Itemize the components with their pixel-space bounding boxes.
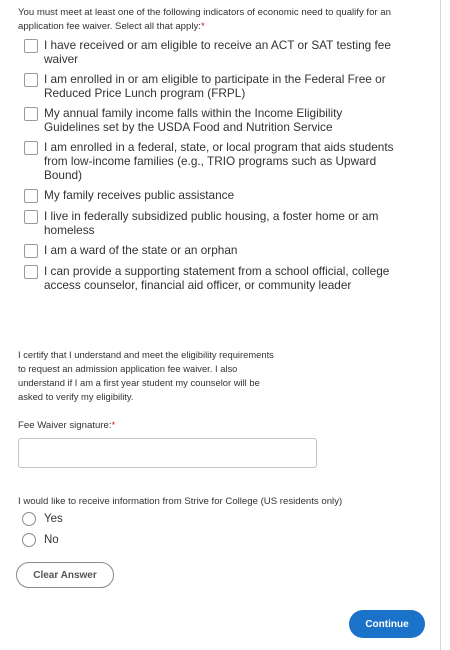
radio-label: No — [44, 534, 59, 546]
checkbox[interactable] — [24, 189, 38, 203]
certify-line: I certify that I understand and meet the eligibility requirements — [18, 349, 274, 360]
indicator-option-statement[interactable] — [24, 264, 394, 292]
radio-button[interactable] — [22, 512, 36, 526]
checkbox[interactable] — [24, 107, 38, 121]
required-mark: * — [200, 21, 205, 32]
indicator-option-income[interactable] — [24, 106, 394, 134]
checkbox[interactable] — [24, 210, 38, 224]
radio-option-yes[interactable] — [22, 512, 63, 526]
checkbox[interactable] — [24, 73, 38, 87]
scroll-divider — [440, 0, 441, 650]
clear-answer-button[interactable]: Clear Answer — [16, 562, 114, 588]
checkbox[interactable] — [24, 265, 38, 279]
radio-option-no[interactable] — [22, 533, 59, 547]
indicator-option-ward[interactable] — [24, 243, 394, 258]
indicator-label: My family receives public assistance — [44, 188, 235, 202]
required-mark: * — [111, 420, 116, 431]
indicator-option-housing[interactable] — [24, 209, 394, 237]
indicator-label: I am enrolled in a federal, state, or local program that aids students from low-income families (e.g., TRIO programs such as Upward Bound) — [44, 140, 394, 182]
continue-button[interactable]: Continue — [349, 610, 425, 638]
indicator-label: I am a ward of the state or an orphan — [44, 243, 238, 257]
indicator-option-act-sat[interactable] — [24, 38, 394, 66]
radio-label: Yes — [44, 513, 63, 525]
checkbox[interactable] — [24, 39, 38, 53]
indicator-checkbox-list — [24, 38, 394, 298]
indicator-option-public-assistance[interactable] — [24, 188, 394, 203]
indicator-label: My annual family income falls within the Income Eligibility Guidelines set by the USDA Food and Nutrition Service — [44, 106, 343, 134]
indicator-option-program[interactable] — [24, 140, 394, 182]
indicator-option-frpl[interactable] — [24, 72, 394, 100]
indicator-label: I am enrolled in or am eligible to participate in the Federal Free or Reduced Price Lunch program (FRPL) — [44, 72, 386, 100]
indicator-label: I have received or am eligible to receive an ACT or SAT testing fee waiver — [44, 38, 391, 66]
certify-line: to request an admission application fee waiver. I also — [18, 363, 238, 374]
radio-button[interactable] — [22, 533, 36, 547]
checkbox[interactable] — [24, 244, 38, 258]
signature-input[interactable] — [18, 438, 317, 468]
strive-question: I would like to receive information from Strive for College (US residents only) — [18, 496, 343, 507]
certify-line: understand if I am a first year student my counselor will be — [18, 377, 260, 388]
signature-label-text: Fee Waiver signature: — [18, 420, 112, 431]
intro-label: You must meet at least one of the following indicators of economic need to qualify for an application fee waiver. Select all that apply: — [18, 7, 391, 32]
signature-label — [18, 420, 115, 431]
indicator-label: I can provide a supporting statement from a school official, college access counselor, financial aid officer, or community leader — [44, 264, 390, 292]
indicator-label: I live in federally subsidized public housing, a foster home or am homeless — [44, 209, 379, 237]
checkbox[interactable] — [24, 141, 38, 155]
intro-text — [18, 6, 418, 34]
certify-line: asked to verify my eligibility. — [18, 391, 134, 402]
certify-statement — [18, 348, 318, 404]
